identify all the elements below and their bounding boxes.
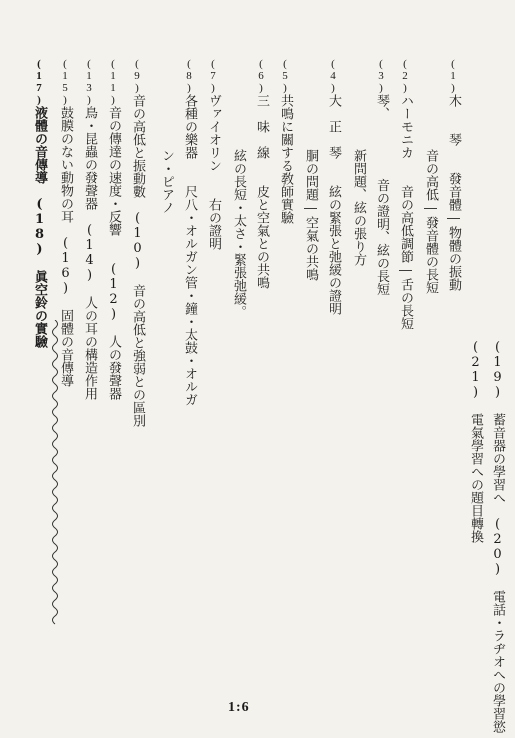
item-text: 鳥・昆蟲の發聲器 (14) 人の耳の構造作用 [82, 106, 97, 400]
wavy-divider [48, 320, 62, 628]
item-number: (13) [83, 58, 95, 106]
item-number: (8) [183, 58, 195, 94]
item-text: 大 正 琴 絃の緊張と弛緩の證明 [326, 94, 341, 315]
list-line [180, 58, 198, 406]
item-text: 絃の長短・太さ・緊張弛緩。 [231, 58, 246, 318]
list-line [252, 58, 270, 289]
item-number: (11) [107, 58, 119, 106]
item-text: 音の高低―發音體の長短 [423, 58, 438, 294]
item-text: 液體の音傳導 (18) 眞空鈴の實驗 [32, 106, 47, 348]
list-line [301, 58, 319, 281]
item-number: (3) [375, 58, 387, 94]
item-text: 鼓膜のない動物の耳 (16) 固體の音傳導 [58, 106, 73, 387]
item-number: (9) [131, 58, 143, 94]
item-text: 音の傳達の速度・反響 (12) 人の發聲器 [106, 106, 121, 400]
list-line [421, 58, 439, 294]
list-line [128, 58, 146, 427]
item-number: (2) [399, 58, 411, 94]
list-line [104, 58, 122, 400]
item-number: (15) [59, 58, 71, 106]
list-line [30, 58, 48, 348]
item-text: 新問題、絃の張り方 [351, 58, 366, 266]
item-text: 共鳴に關する敎師實驗 [278, 94, 293, 224]
item-text: 琴、 音の證明、絃の長短 [374, 94, 389, 296]
item-number: (6) [255, 58, 267, 94]
item-text: ヴァイオリン 右の證明 [206, 94, 221, 250]
item-text: 木 琴 發音體―物體の振動 [446, 94, 461, 291]
list-line [276, 58, 294, 224]
item-text: 三 味 線 皮と空氣との共鳴 [254, 94, 269, 289]
list-line [396, 58, 414, 330]
list-line [324, 58, 342, 315]
list-line [444, 58, 462, 291]
item-text: 胴の問題―空氣の共鳴 [303, 58, 318, 281]
item-number: (4) [327, 58, 339, 94]
item-number: (7) [207, 58, 219, 94]
list-line [349, 58, 367, 266]
item-number: (17) [33, 58, 45, 106]
list-line [157, 58, 175, 214]
list-line [372, 58, 390, 296]
prose-line: (19) 蓄音器の學習へ (20) 電話・ラヂオへの學習慾 [490, 340, 505, 733]
list-line [80, 58, 98, 400]
item-text: ハーモニカ 音の高低調節―舌の長短 [398, 94, 413, 330]
prose-line: (21) 電氣學習への題目轉換 [468, 340, 483, 543]
item-text: ン・ピアノ [159, 58, 174, 214]
item-number: (1) [447, 58, 459, 94]
item-number: (5) [279, 58, 291, 94]
list-line [204, 58, 222, 250]
item-text: 音の高低と振動數 (10) 音の高低と強弱との區別 [130, 94, 145, 427]
list-line [229, 58, 247, 318]
item-text: 各種の樂器 尺八・オルガン管・鐘・太鼓・オルガ [182, 94, 197, 406]
page-number: 1:6 [228, 700, 250, 715]
